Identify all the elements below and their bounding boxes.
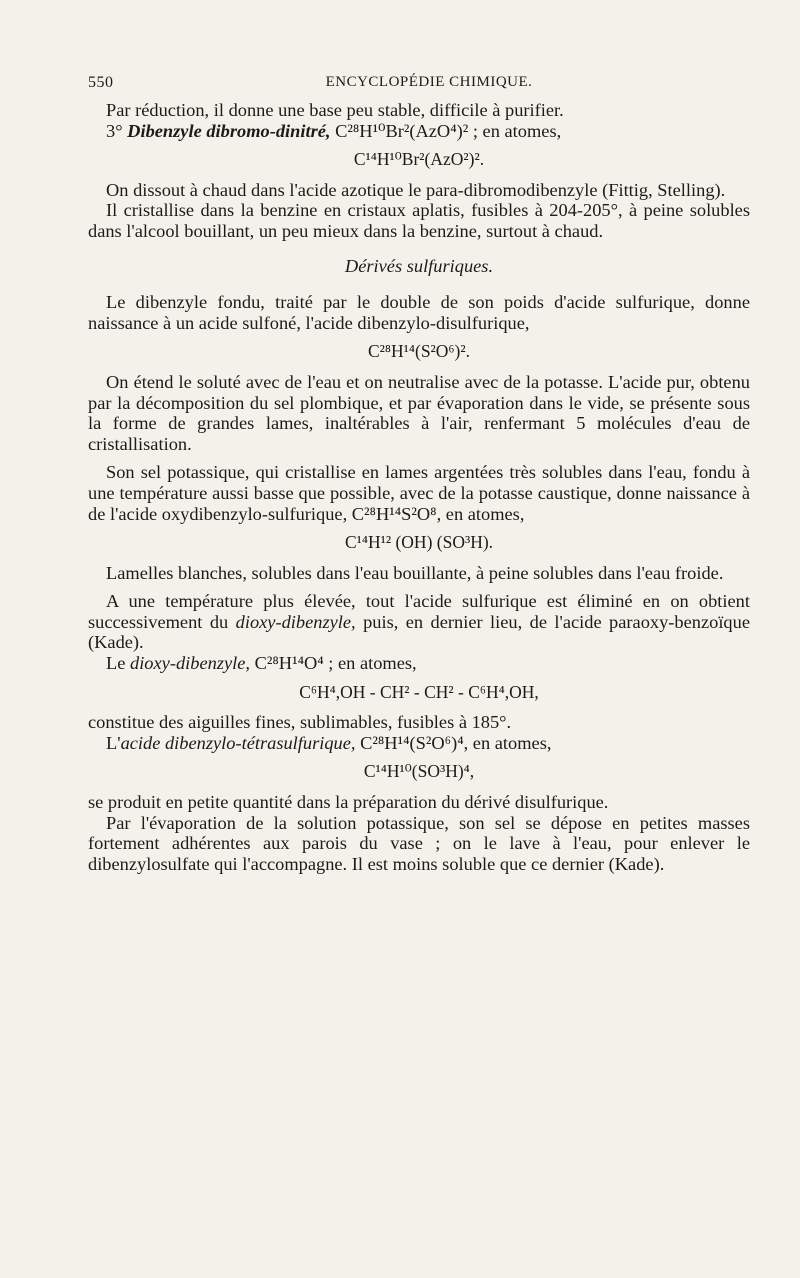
compound-name: dioxy-dibenzyle, <box>130 653 250 674</box>
paragraph: On étend le soluté avec de l'eau et on neutralise avec de la potasse. L'acide pur, obtenu par la décomposition du sel plombique, et par évaporation dans le vide, se présente sous la forme de grandes lames, inaltérables à l'air, renfermant 5 molécules d'eau de cristallisation. <box>88 371 750 454</box>
paragraph: A une température plus élevée, tout l'acide sulfurique est éliminé en on obtient successivement du dioxy-dibenzyle, puis, en dernier lieu, de l'acide paraoxy-benzoïque (Kade). <box>88 591 750 653</box>
formula: C¹⁴H¹⁰(SO³H)⁴, <box>363 761 475 782</box>
compound-name: dioxy-dibenzyle, <box>235 611 356 632</box>
paragraph: Le dibenzyle fondu, traité par le double de son poids d'acide sulfurique, donne naissance à un acide sulfoné, l'acide dibenzylo-disulfurique, <box>88 292 750 333</box>
page-number: 550 <box>88 74 114 91</box>
paragraph: Il cristallise dans la benzine en cristaux aplatis, fusibles à 204-205°, à peine solubles dans l'alcool bouillant, un peu mieux dans la benzine, surtout à chaud. <box>88 200 750 241</box>
formula: C²⁸H¹⁴(S²O⁶)². <box>367 341 470 362</box>
formula: C¹⁴H¹⁰Br²(AzO²)². <box>353 149 485 170</box>
paragraph: constitue des aiguilles fines, sublimables, fusibles à 185°. <box>88 712 512 733</box>
compound-name: acide dibenzylo-tétrasulfurique, <box>120 732 356 753</box>
paragraph: On dissout à chaud dans l'acide azotique le para-dibromodibenzyle (Fittig, Stelling). <box>106 179 726 200</box>
paragraph: Par l'évaporation de la solution potassique, son sel se dépose en petites masses fortement adhérentes aux parois du vase ; on le lave à l'eau, pour enlever le dibenzylosulfate qui l'accompagne. Il est moins soluble que ce dernier (Kade). <box>88 812 750 874</box>
compound-name: Dibenzyle dibromo-dinitré, <box>127 120 331 141</box>
formula: C⁶H⁴,OH - CH² - CH² - C⁶H⁴,OH, <box>299 681 539 702</box>
item-number: 3° <box>106 120 123 141</box>
paragraph: Lamelles blanches, solubles dans l'eau bouillante, à peine solubles dans l'eau froide. <box>106 562 724 583</box>
formula-inline: C²⁸H¹⁰Br²(AzO⁴)² ; en atomes, <box>335 120 562 141</box>
paragraph: Par réduction, il donne une base peu stable, difficile à purifier. <box>106 100 564 120</box>
formula: C¹⁴H¹² (OH) (SO³H). <box>344 532 494 553</box>
page-body <box>88 100 750 874</box>
compound-heading <box>88 121 750 142</box>
paragraph: Le dioxy-dibenzyle, C²⁸H¹⁴O⁴ ; en atomes, <box>106 653 417 674</box>
running-title: ENCYCLOPÉDIE CHIMIQUE. <box>325 74 533 90</box>
running-header <box>88 74 750 96</box>
section-heading: Dérivés sulfuriques. <box>344 255 494 276</box>
paragraph: se produit en petite quantité dans la préparation du dérivé disulfurique. <box>88 792 609 813</box>
paragraph: L'acide dibenzylo-tétrasulfurique, C²⁸H¹⁴(S²O⁶)⁴, en atomes, <box>106 732 552 753</box>
paragraph: Son sel potassique, qui cristallise en lames argentées très solubles dans l'eau, fondu à une température aussi basse que possible, avec de la potasse caustique, donne naissance à de l'acide oxydibenzylo-sulfurique, C²⁸H¹⁴S²O⁸, en atomes, <box>88 462 750 524</box>
